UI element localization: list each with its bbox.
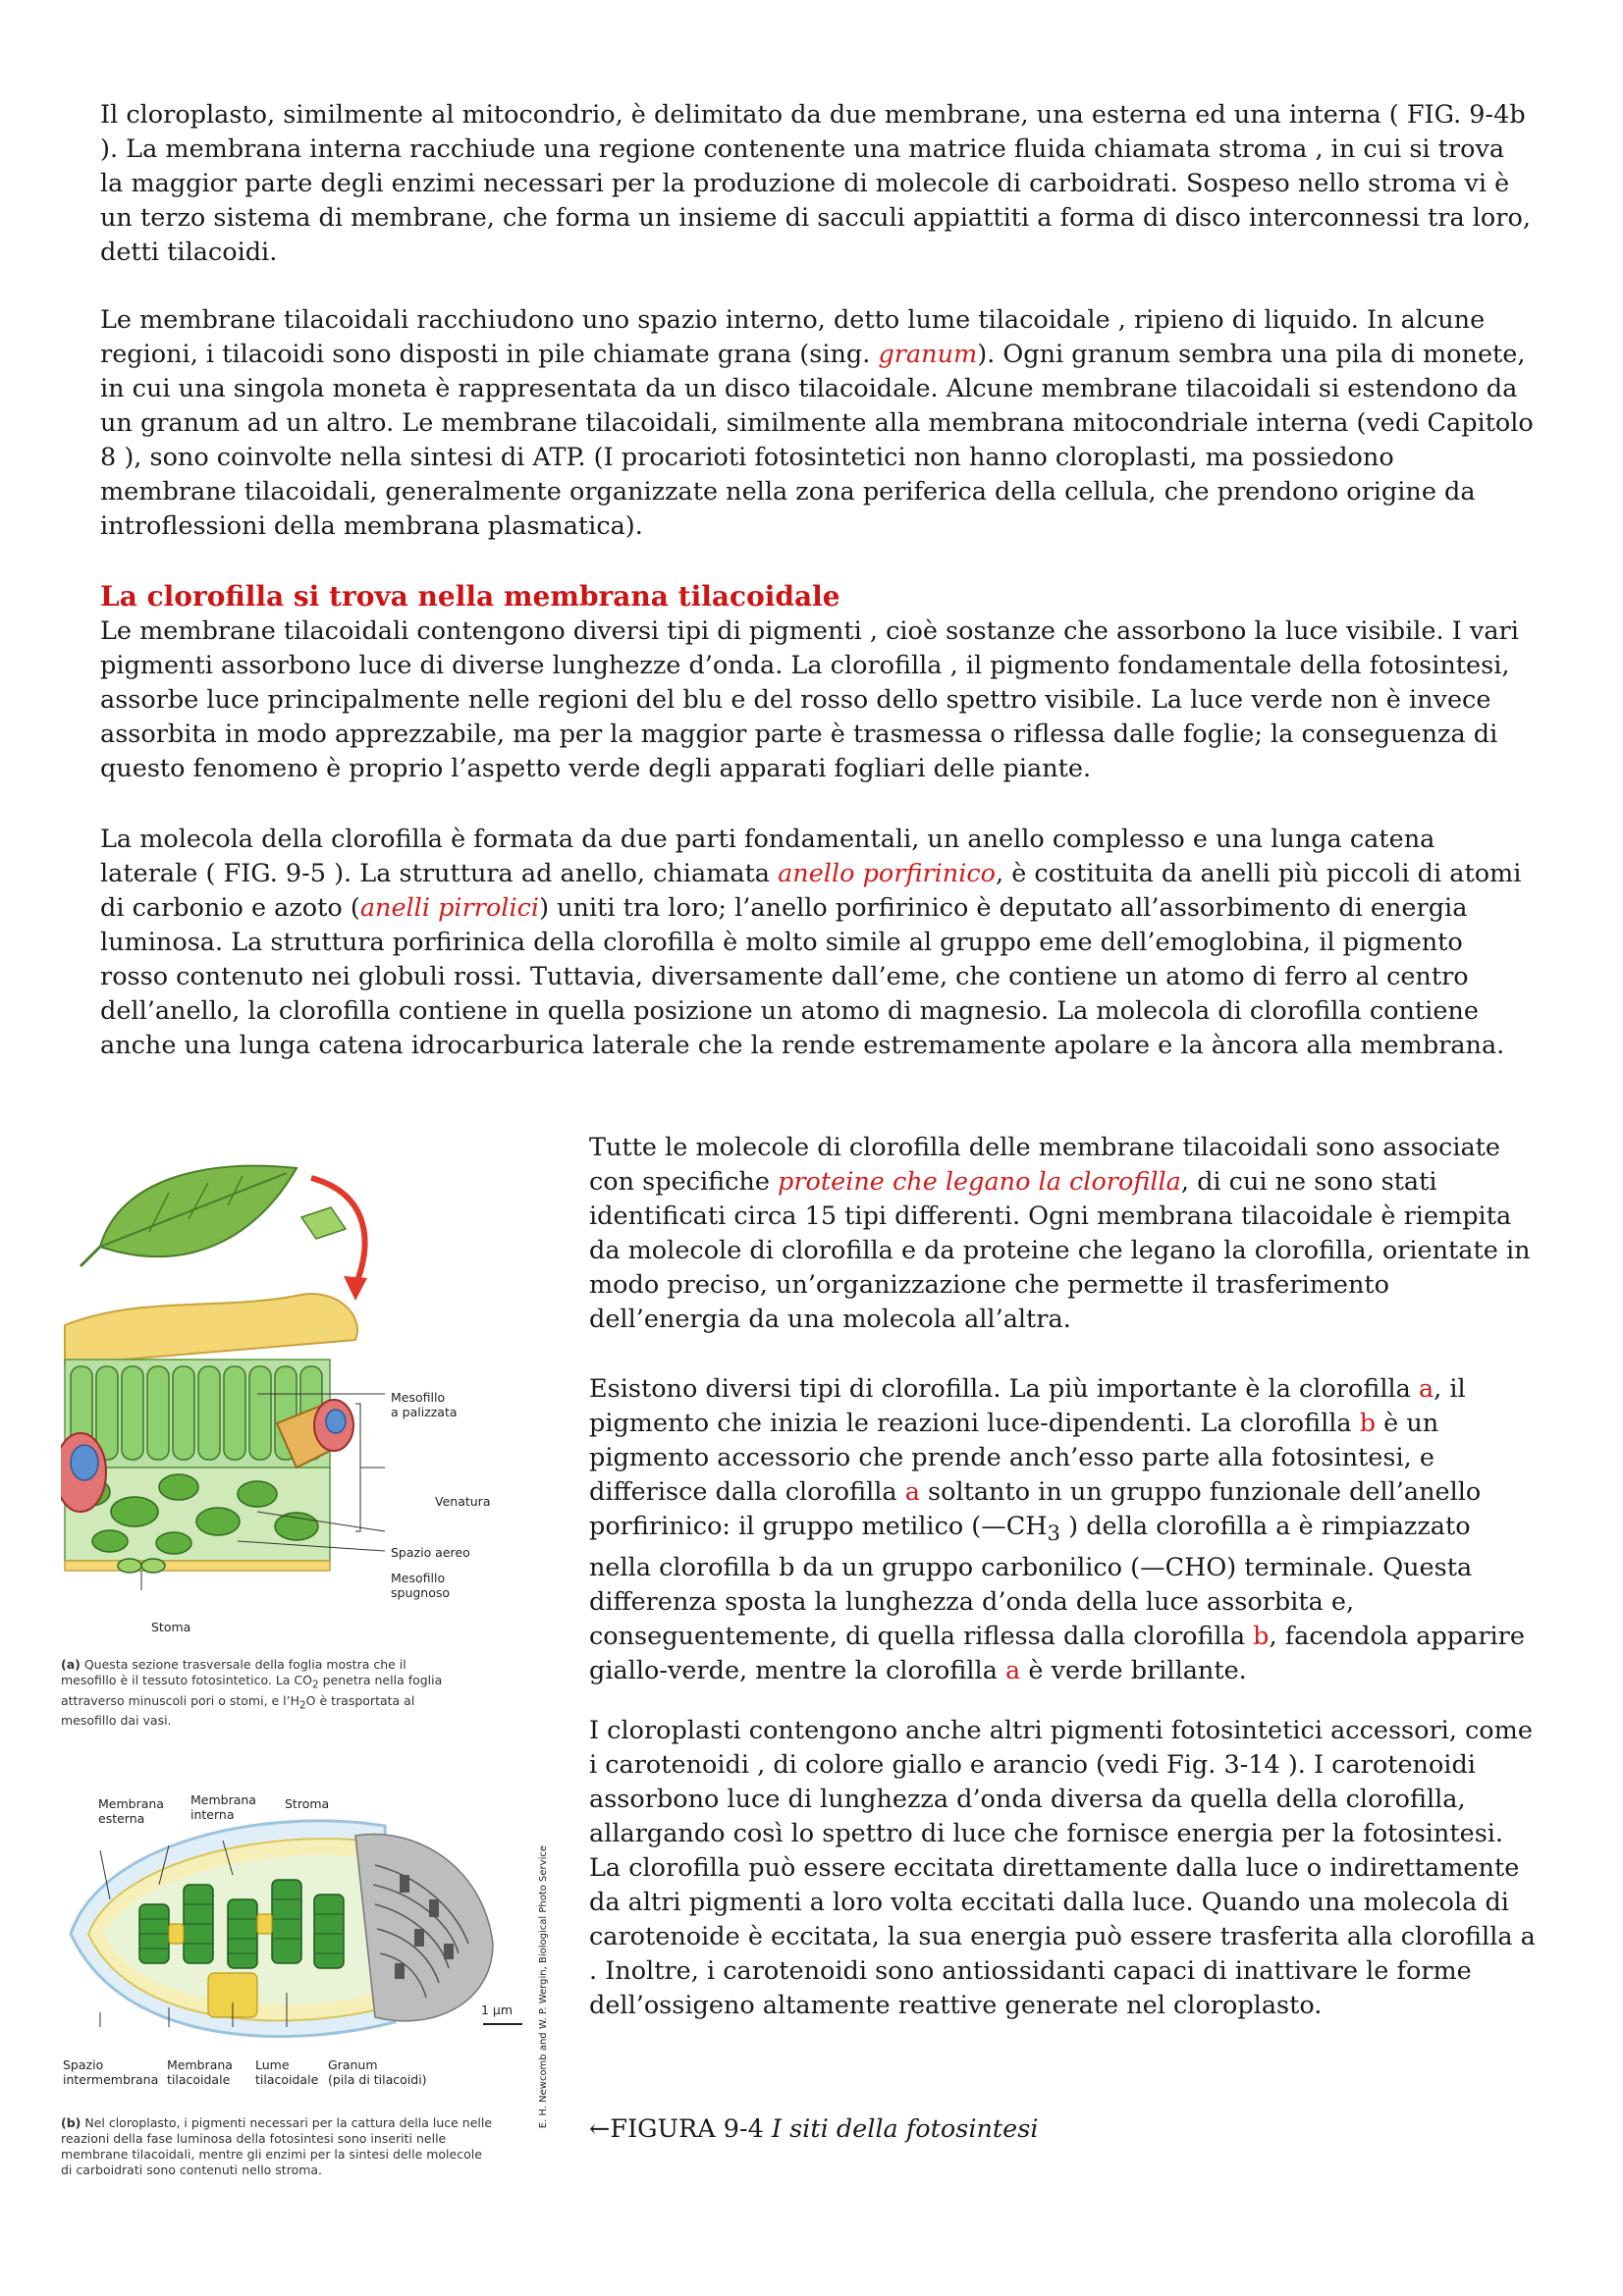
paragraph-chloroplast-membranes: Il cloroplasto, similmente al mitocondrio, è delimitato da due membrane, una esterna ed una interna ( FIG. 9-4b ). La membrana interna racchiude una regione contenente una matrice fluida chiamata stroma , in cui si trova la maggior parte degli enzimi necessari per la produzione di molecole di carboidrati. Sospeso nello stroma vi è un terzo sistema di membrane, che forma un insieme di sacculi appiattiti a forma di disco interconnessi tra loro, detti tilacoidi. [100,100,1531,267]
subscript: 2 [312,1679,319,1691]
label-membrana-esterna [98,1796,164,1826]
text-run: , è costituita da anelli più piccoli di atomi di carbonio e azoto ( [100,859,1522,923]
label-line: Mesofillo [391,1390,446,1405]
leaf-icon [81,1166,297,1266]
figure-title: I siti della fotosintesi [771,2114,1039,2144]
leaf-cross-section-figure [61,1139,454,1610]
term-anelli-pirrolici: anelli pirrolici [359,893,540,923]
label-line: interna [190,1807,235,1822]
lower-epidermis [65,1561,330,1571]
caption-tag: (b) [61,2115,81,2130]
chloroplast-figure [61,1806,552,2061]
subscript: 3 [1047,1522,1061,1547]
label-stoma: Stoma [151,1620,191,1634]
label-line: Biological Photo Service [538,1845,549,1964]
subscript: 2 [299,1699,306,1711]
label-line: a palizzata [391,1405,458,1419]
text-run: Esistono diversi tipi di clorofilla. La più importante è la clorofilla [589,1374,1419,1404]
term-b: b [1359,1409,1377,1438]
label-mesofillo-spugnoso [391,1571,450,1600]
label-lume-tilacoidale [255,2057,318,2087]
label-line: tilacoidale [255,2072,319,2087]
label-line: Spazio [63,2057,104,2072]
label-stroma: Stroma [285,1796,330,1811]
label-line: intermembrana [63,2072,159,2087]
arrow-left-icon: ← [589,2114,611,2144]
label-line: Lume [255,2057,290,2072]
caption-tag: (a) [61,1657,81,1672]
text-run: , facendola apparire giallo-verde, mentre la clorofilla [589,1622,1525,1686]
label-venatura: Venatura [435,1494,491,1509]
text-run: Nel cloroplasto, i pigmenti necessari per la cattura della luce nelle reazioni della fase luminosa della fotosintesi sono inseriti nelle membrane tilacoidali, mentre gli enzimi per la sintesi delle molecole di carboidrati sono contenuti nello stroma. [61,2115,493,2177]
label-line: (pila di tilacoidi) [328,2072,427,2087]
label-line: Membrana [167,2057,233,2072]
photo-credit [538,1845,552,2128]
paragraph-carotenoids: I cloroplasti contengono anche altri pigmenti fotosintetici accessori, come i carotenoidi , di colore giallo e arancio (vedi Fig. 3-14 ). I carotenoidi assorbono luce di lunghezza d’onda diversa da quella della clorofilla, allargando così lo spettro di luce che fornisce energia per la fotosintesi. La clorofilla può essere eccitata direttamente dalla luce o indirettamente da altri pigmenti a loro volta eccitati dalla luce. Quando una molecola di carotenoide è eccitata, la sua energia può essere trasferita alla clorofilla a . Inoltre, i carotenoidi sono antiossidanti capaci di inattivare le forme dell’ossigeno altamente reattive generate nel cloroplasto. [589,1716,1536,2020]
term-a: a [904,1477,920,1507]
figure-caption [589,2112,1039,2147]
text-run: Tutte le molecole di clorofilla delle membrane tilacoidali sono associate con specifiche [589,1133,1501,1197]
term-proteine: proteine che legano la clorofilla [778,1167,1181,1197]
text-run: La molecola della clorofilla è formata da due parti fondamentali, un anello complesso e una lunga catena laterale ( FIG. 9-5 ). La struttura ad anello, chiamata [100,825,1435,888]
text-run: ) della clorofilla a è rimpiazzato nella clorofilla b da un gruppo carbonilico (—CHO) terminale. Questa differenza sposta la lunghezza d’onda della luce assorbita e, conseguentemente, di quella riflessa dalla clorofilla [589,1512,1473,1652]
section-heading: La clorofilla si trova nella membrana tilacoidale [100,580,840,613]
term-a: a [1005,1656,1021,1686]
figure-a-caption [61,1657,454,1729]
label-membrana-interna [190,1792,256,1822]
label-line: esterna [98,1811,145,1826]
paragraph-chlorophyll-molecule [100,823,1534,1063]
label-scale: 1 µm [481,2002,514,2017]
term-a: a [1418,1374,1434,1404]
label-line: Granum [328,2057,378,2072]
term-granum: granum [878,340,978,369]
paragraph-thylakoid-membranes [100,303,1534,544]
text-run: penetra nella foglia attraverso minuscoli pori o stomi, e l’H [61,1673,443,1708]
label-membrana-tilacoidale [167,2057,233,2087]
label-mesofillo-palizzata [391,1390,458,1419]
text-run: è un pigmento accessorio che prende anch’esso parte alla fotosintesi, e differisce dalla clorofilla [589,1409,1439,1507]
micrograph [355,1834,493,2020]
label-line: spugnoso [391,1585,451,1600]
cuticle [65,1294,357,1364]
label-line: tilacoidale [167,2072,231,2087]
paragraph-pigments: Le membrane tilacoidali contengono diversi tipi di pigmenti , cioè sostanze che assorbono la luce visibile. I vari pigmenti assorbono luce di diverse lunghezze d’onda. La clorofilla , il pigmento fondamentale della fotosintesi, assorbe luce principalmente nelle regioni del blu e del rosso dello spettro visibile. La luce verde non è invece assorbita in modo apprezzabile, ma per la maggior parte è trasmessa o riflessa dalle foglie; la conseguenza di questo fenomeno è proprio l’aspetto verde degli apparati fogliari delle piante. [100,616,1519,783]
figure-number: FIGURA 9-4 [610,2114,772,2144]
label-spazio-intermembrana [63,2057,158,2087]
text-run: ). Ogni granum sembra una pila di monete, in cui una singola moneta è rappresentata da un disco tilacoidale. Alcune membrane tilacoidali si estendono da un granum ad un altro. Le membrane tilacoidali, similmente alla membrana mitocondriale interna (vedi Capitolo 8 ), sono coinvolte nella sintesi di ATP. (I procarioti fotosintetici non hanno cloroplasti, ma possiedono membrane tilacoidali, generalmente organizzate nella zona periferica della cellula, che prendono origine da introflessioni della membrana plasmatica). [100,340,1534,541]
text-run: soltanto in un gruppo funzionale dell’anello porfirinico: il gruppo metilico (—CH [589,1477,1482,1541]
text-run: , il pigmento che inizia le reazioni luce-dipendenti. La clorofilla [589,1374,1466,1438]
label-spazio-aereo: Spazio aereo [391,1545,470,1560]
label-line: E. H. Newcomb and W. P. Wergin, [538,1966,549,2129]
label-line: Mesofillo [391,1571,446,1585]
text-run: O è trasportata al mesofillo dai vasi. [61,1692,415,1728]
term-b: b [1253,1622,1270,1652]
text-run: ) uniti tra loro; l’anello porfirinico è deputato all’assorbimento di energia luminosa. La struttura porfirinica della clorofilla è molto simile al gruppo eme dell’emoglobina, il pigmento rosso contenuto nei globuli rossi. Tuttavia, diversamente dall’eme, che contiene un atomo di ferro al centro dell’anello, la clorofilla contiene in quella posizione un atomo di magnesio. La molecola di clorofilla contiene anche una lunga catena idrocarburica laterale che la rende estremamente apolare e la àncora alla membrana. [100,893,1505,1060]
label-line: Membrana [98,1796,164,1811]
text-run: , di cui ne sono stati identificati circa 15 tipi differenti. Ogni membrana tilacoidale è riempita da molecole di clorofilla e da proteine che legano la clorofilla, orientate in modo preciso, un’organizzazione che permette il trasferimento dell’energia da una molecola all’altra. [589,1167,1531,1334]
paragraph-chlorophyll-proteins [589,1131,1538,1337]
text-run: Le membrane tilacoidali racchiudono uno spazio interno, detto lume tilacoidale , ripieno di liquido. In alcune regioni, i tilacoidi sono disposti in pile chiamate grana (sing. [100,305,1486,369]
text-run: è verde brillante. [1020,1656,1247,1686]
label-granum [328,2057,427,2087]
term-anello-porfirinico: anello porfirinico [778,859,997,888]
text-run: Questa sezione trasversale della foglia mostra che il mesofillo è il tessuto fotosintetico. La CO [61,1657,406,1687]
section-cube [301,1207,346,1239]
figure-b-caption [61,2115,493,2178]
paragraph-chlorophyll-types [589,1372,1538,1688]
label-line: Membrana [190,1792,256,1807]
